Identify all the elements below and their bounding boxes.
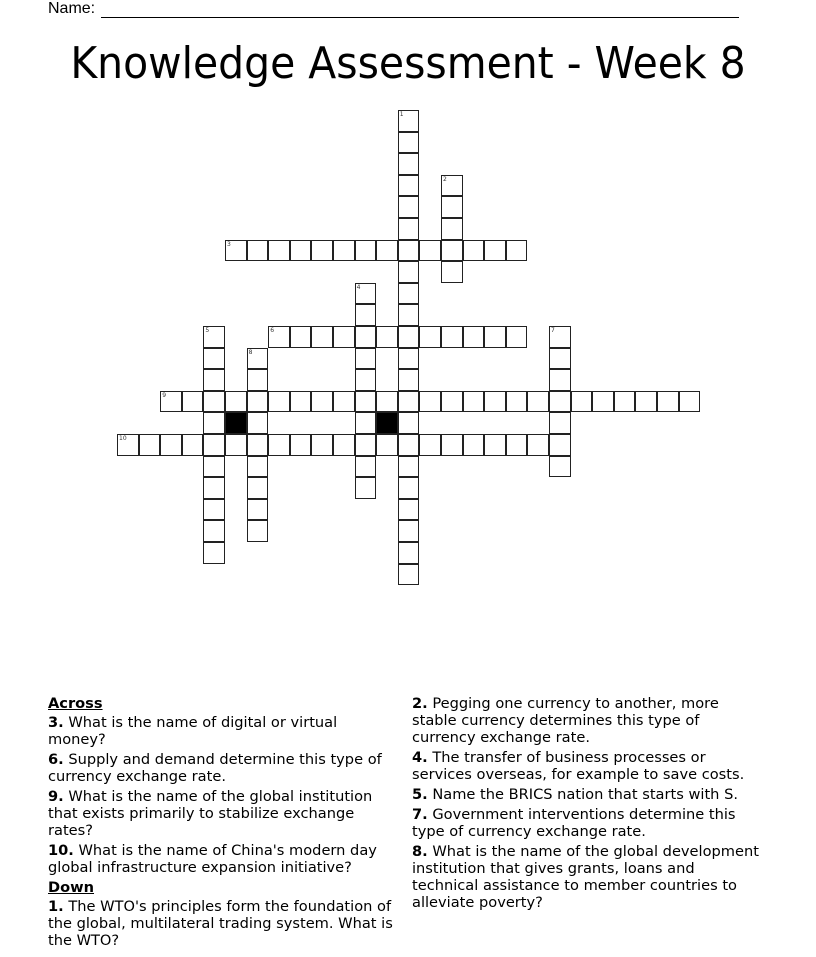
grid-cell[interactable] [549,456,571,478]
grid-cell[interactable] [225,434,247,456]
grid-cell[interactable] [549,412,571,434]
grid-cell[interactable] [398,391,420,413]
grid-cell[interactable] [398,434,420,456]
grid-cell[interactable] [376,240,398,262]
grid-cell[interactable] [247,520,269,542]
grid-cell[interactable] [398,520,420,542]
clue-across-10: 10. What is the name of China's modern day global infrastructure expansion initiative? [48,842,377,876]
page-title: Knowledge Assessment - Week 8 [70,38,746,89]
grid-cell[interactable] [355,348,377,370]
grid-cell[interactable] [376,391,398,413]
grid-cell[interactable] [506,240,528,262]
grid-cell[interactable] [419,326,441,348]
clue-down-8: 8. What is the name of the global development institution that gives grants, loans and technical assistance to member countries to alleviate poverty? [412,843,759,911]
grid-cell[interactable] [290,240,312,262]
clues-right-column [412,695,762,914]
grid-cell[interactable] [203,348,225,370]
grid-cell[interactable] [549,434,571,456]
grid-cell[interactable] [484,391,506,413]
grid-cell[interactable] [311,434,333,456]
grid-cell[interactable] [290,434,312,456]
grid-cell[interactable] [203,434,225,456]
grid-cell[interactable] [398,456,420,478]
grid-cell[interactable] [203,326,225,348]
grid-cell[interactable] [160,391,182,413]
grid-cell[interactable] [398,218,420,240]
grid-cell[interactable] [419,391,441,413]
clue-down-2: 2. Pegging one currency to another, more stable currency determines this type of currency exchange rate. [412,695,719,746]
grid-cell[interactable] [614,391,636,413]
grid-cell[interactable] [355,456,377,478]
grid-cell[interactable] [398,132,420,154]
grid-cell[interactable] [290,326,312,348]
grid-cell[interactable] [247,391,269,413]
across-heading: Across [48,695,103,712]
clue-number: 2 [443,175,447,183]
grid-cell[interactable] [527,391,549,413]
grid-cell[interactable] [484,326,506,348]
grid-cell[interactable] [398,110,420,132]
grid-cell[interactable] [441,196,463,218]
name-label: Name: [48,0,96,17]
grid-cell[interactable] [355,240,377,262]
grid-cell[interactable] [657,391,679,413]
grid-cell[interactable] [398,261,420,283]
grid-cell[interactable] [592,391,614,413]
grid-cell[interactable] [225,240,247,262]
grid-cell[interactable] [376,434,398,456]
grid-cell[interactable] [311,326,333,348]
grid-cell[interactable] [549,391,571,413]
grid-cell[interactable] [398,477,420,499]
grid-cell[interactable] [441,218,463,240]
grid-cell[interactable] [247,477,269,499]
grid-cell[interactable] [203,477,225,499]
grid-cell[interactable] [247,369,269,391]
grid-cell[interactable] [203,412,225,434]
grid-cell[interactable] [182,391,204,413]
grid-cell[interactable] [333,391,355,413]
grid-cell[interactable] [463,434,485,456]
grid-cell[interactable] [441,261,463,283]
clue-number: 3 [227,240,231,248]
grid-cell[interactable] [463,326,485,348]
grid-cell[interactable] [268,434,290,456]
clue-number: 4 [356,283,361,291]
grid-cell[interactable] [247,456,269,478]
grid-cell[interactable] [398,369,420,391]
grid-cell[interactable] [182,434,204,456]
grid-cell[interactable] [333,326,355,348]
grid-cell[interactable] [484,434,506,456]
grid-cell[interactable] [355,477,377,499]
grid-cell[interactable] [527,434,549,456]
grid-cell[interactable] [463,391,485,413]
grid-cell[interactable] [549,369,571,391]
grid-cell[interactable] [355,326,377,348]
grid-cell[interactable] [247,412,269,434]
grid-cell[interactable] [419,240,441,262]
grid-cell[interactable] [441,326,463,348]
clue-number: 8 [248,348,253,356]
grid-cell[interactable] [398,240,420,262]
grid-cell[interactable] [203,369,225,391]
clue-down-1: 1. The WTO's principles form the foundation of the global, multilateral trading system. What is the WTO? [48,898,393,949]
grid-cell[interactable] [203,456,225,478]
clue-across-3: 3. What is the name of digital or virtual money? [48,714,338,748]
grid-cell[interactable] [398,196,420,218]
black-cell [376,412,398,434]
grid-cell[interactable] [398,175,420,197]
clue-number: 1 [399,111,404,118]
grid-cell[interactable] [398,412,420,434]
grid-cell[interactable] [247,348,269,370]
clue-across-9: 9. What is the name of the global institution that exists primarily to stabilize exchange rates? [48,788,373,839]
grid-cell[interactable] [398,304,420,326]
clue-number: 6 [270,327,275,334]
grid-cell[interactable] [398,153,420,175]
grid-cell[interactable] [203,499,225,521]
grid-cell[interactable] [333,434,355,456]
clue-down-4: 4. The transfer of business processes or services overseas, for example to save costs. [412,749,745,783]
grid-cell[interactable] [484,240,506,262]
grid-cell[interactable] [376,326,398,348]
grid-cell[interactable] [203,520,225,542]
grid-cell[interactable] [268,326,290,348]
grid-cell[interactable] [225,391,247,413]
grid-cell[interactable] [160,434,182,456]
grid-cell[interactable] [398,542,420,564]
clues-left-column [48,695,393,952]
grid-cell[interactable] [203,542,225,564]
grid-cell[interactable] [549,326,571,348]
grid-cell[interactable] [635,391,657,413]
down-heading: Down [48,879,95,896]
clue-down-5: 5. Name the BRICS nation that starts with S. [412,786,738,803]
grid-cell[interactable] [419,434,441,456]
grid-cell[interactable] [571,391,593,413]
grid-cell[interactable] [398,564,420,586]
grid-cell[interactable] [441,175,463,197]
black-cell [225,412,247,434]
grid-cell[interactable] [506,391,528,413]
clue-number: 10 [119,435,127,442]
grid-cell[interactable] [311,391,333,413]
grid-cell[interactable] [398,283,420,305]
grid-cell[interactable] [247,240,269,262]
clue-number: 9 [162,391,167,399]
grid-cell[interactable] [679,391,701,413]
grid-cell[interactable] [333,240,355,262]
grid-cell[interactable] [311,240,333,262]
grid-cell[interactable] [398,499,420,521]
grid-cell[interactable] [247,434,269,456]
grid-cell[interactable] [355,369,377,391]
grid-cell[interactable] [355,391,377,413]
grid-cell[interactable] [441,434,463,456]
grid-cell[interactable] [117,434,139,456]
grid-cell[interactable] [355,304,377,326]
grid-cell[interactable] [268,391,290,413]
clue-number: 5 [205,327,210,334]
grid-cell[interactable] [355,283,377,305]
grid-cell[interactable] [203,391,225,413]
grid-cell[interactable] [139,434,161,456]
grid-cell[interactable] [355,412,377,434]
grid-cell[interactable] [441,391,463,413]
grid-cell[interactable] [268,240,290,262]
clue-across-6: 6. Supply and demand determine this type of currency exchange rate. [48,751,382,785]
grid-cell[interactable] [247,499,269,521]
clue-number: 7 [551,327,555,334]
grid-cell[interactable] [355,434,377,456]
grid-cell[interactable] [549,348,571,370]
grid-cell[interactable] [398,348,420,370]
grid-cell[interactable] [506,326,528,348]
grid-cell[interactable] [290,391,312,413]
grid-cell[interactable] [398,326,420,348]
clue-down-7: 7. Government interventions determine this type of currency exchange rate. [412,806,736,840]
grid-cell[interactable] [506,434,528,456]
grid-cell[interactable] [463,240,485,262]
grid-cell[interactable] [441,240,463,262]
